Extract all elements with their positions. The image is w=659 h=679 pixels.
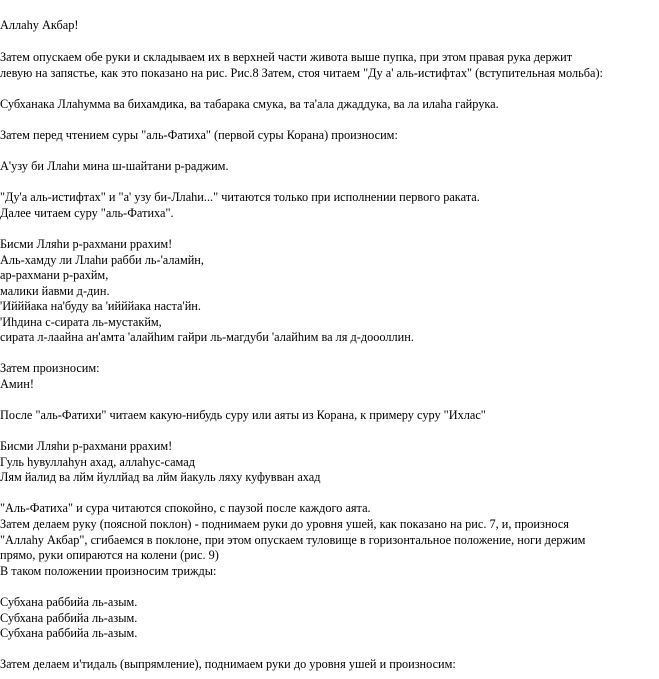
text-line: Затем опускаем обе руки и складываем их в верхней части живота выше пупка, при этом правая рука держит <box>0 50 573 64</box>
text-line: прямо, руки опираются на колени (рис. 9) <box>0 548 219 562</box>
text-line: Аль-хамду ли Ллаhи рабби ль-'аламйн, <box>0 253 204 267</box>
text-line: Субхана раббийа ль-азым. <box>0 595 138 609</box>
text-line: В таком положении произносим трижды: <box>0 564 217 578</box>
text-line: сирата л-лаайна ан'амта 'алайhим гайри ль-магдуби 'алайhим ва ля д-доооллин. <box>0 330 414 344</box>
text-line: Далее читаем суру "аль-Фатиха". <box>0 206 174 220</box>
text-line: Гуль hувуллаhун ахад, аллаhус-самад <box>0 455 195 469</box>
text-line: А'узу би Ллаhи мина ш-шайтани р-раджим. <box>0 159 229 173</box>
text-line: "Аллаhу Акбар", сгибаемся в поклоне, при этом опускаем туловище в горизонтальное положение, ноги держим <box>0 533 586 547</box>
text-line: Субхана раббийа ль-азым. <box>0 626 138 640</box>
text-line: Лям йалид ва лйм йуллйад ва лйм йакуль ляху куфувван ахад <box>0 470 321 484</box>
text-line: Затем произносим: <box>0 361 100 375</box>
text-line: Аллаhу Акбар! <box>0 18 79 32</box>
text-line: "Ду'а аль-истифтах" и "а' узу би-Ллаhи..." читаются только при исполнении первого раката. <box>0 190 480 204</box>
text-line: Субхана раббийа ль-азым. <box>0 611 138 625</box>
text-line: малики йавми д-дин. <box>0 284 110 298</box>
text-line: 'Иhдина с-сирата ль-мустакйм, <box>0 315 162 329</box>
text-line: Затем делаем руку (поясной поклон) - поднимаем руки до уровня ушей, как показано на рис. 7, и, произнося <box>0 517 569 531</box>
text-line: ар-рахмани р-рахйм, <box>0 268 109 282</box>
text-line: Затем перед чтением суры "аль-Фатиха" (первой суры Корана) произносим: <box>0 128 398 142</box>
text-line: "Аль-Фатиха" и сура читаются спокойно, с паузой после каждого аята. <box>0 501 371 515</box>
text-line: После "аль-Фатихи" читаем какую-нибудь суру или аяты из Корана, к примеру суру "Ихлас" <box>0 408 486 422</box>
text-line: Бисми Лляhи р-рахмани ррахим! <box>0 439 173 453</box>
text-line: левую на запястье, как это показано на рис. Рис.8 Затем, стоя читаем "Ду а' аль-истифтах" (вступительная мольба): <box>0 66 603 80</box>
text-line: Затем делаем и'тидаль (выпрямление), поднимаем руки до уровня ушей и произносим: <box>0 657 456 671</box>
text-line: Субханака Ллаhумма ва бихамдика, ва табарака смука, ва та'ала джаддука, ва ла илаhа гайрука. <box>0 97 499 111</box>
text-line: 'Ийййака на'буду ва 'ийййака наста'йн. <box>0 299 201 313</box>
text-line: Амин! <box>0 377 34 391</box>
text-line: Бисми Лляhи р-рахмани ррахим! <box>0 237 173 251</box>
